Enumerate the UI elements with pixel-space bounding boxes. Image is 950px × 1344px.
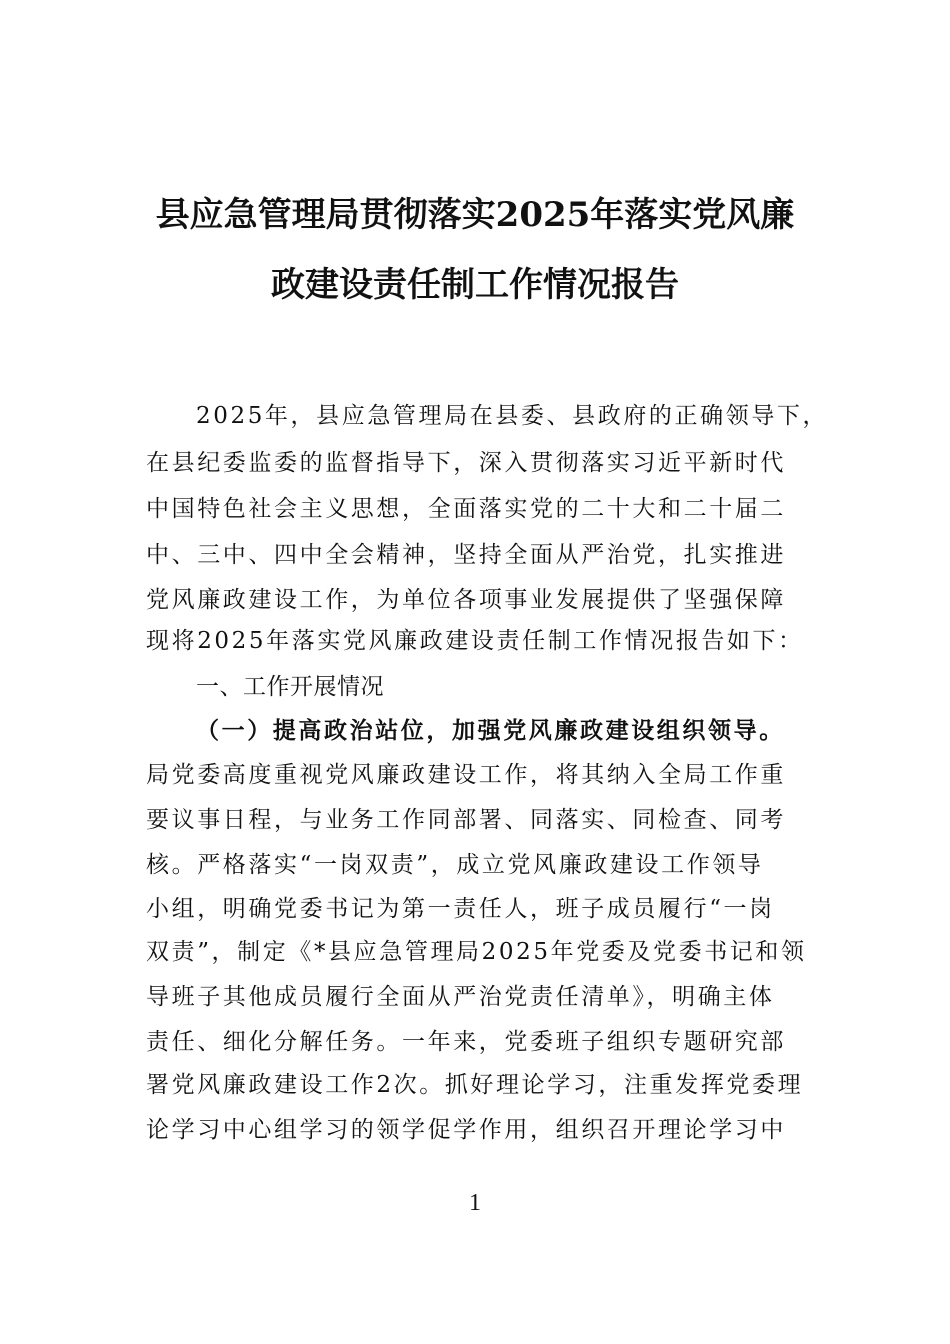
body-line: 要议事日程，与业务工作同部署、同落实、同检查、同考 — [146, 807, 786, 833]
subsection-heading: （一）提高政治站位，加强党风廉政建设组织领导。 — [196, 717, 785, 744]
page-number: 1 — [469, 1190, 481, 1216]
body-line: 论学习中心组学习的领学促学作用，组织召开理论学习中 — [146, 1117, 786, 1143]
section-heading: 一、工作开展情况 — [196, 674, 384, 700]
intro-line: 中、三中、四中全会精神，坚持全面从严治党，扎实推进 — [146, 542, 786, 568]
body-line: 小组，明确党委书记为第一责任人，班子成员履行“一岗 — [146, 896, 775, 922]
intro-line: 党风廉政建设工作，为单位各项事业发展提供了坚强保障 — [146, 587, 786, 613]
body-line: 双责”，制定《*县应急管理局2025年党委及党委书记和领 — [146, 939, 807, 965]
intro-line: 在县纪委监委的监督指导下，深入贯彻落实习近平新时代 — [146, 450, 786, 476]
body-line: 导班子其他成员履行全面从严治党责任清单》，明确主体 — [146, 984, 775, 1010]
intro-line: 2025年，县应急管理局在县委、县政府的正确领导下， — [196, 403, 829, 429]
document-title-line-2: 政建设责任制工作情况报告 — [271, 265, 679, 305]
intro-line: 现将2025年落实党风廉政建设责任制工作情况报告如下： — [146, 628, 804, 654]
intro-line: 中国特色社会主义思想，全面落实党的二十大和二十届二 — [146, 496, 786, 522]
document-title-line-1: 县应急管理局贯彻落实2025年落实党风廉 — [155, 195, 795, 235]
body-line: 核。严格落实“一岗双责”，成立党风廉政建设工作领导 — [146, 852, 764, 878]
body-line: 署党风廉政建设工作2次。抓好理论学习，注重发挥党委理 — [146, 1072, 804, 1098]
body-line: 局党委高度重视党风廉政建设工作，将其纳入全局工作重 — [146, 762, 786, 788]
body-line: 责任、细化分解任务。一年来，党委班子组织专题研究部 — [146, 1029, 786, 1055]
